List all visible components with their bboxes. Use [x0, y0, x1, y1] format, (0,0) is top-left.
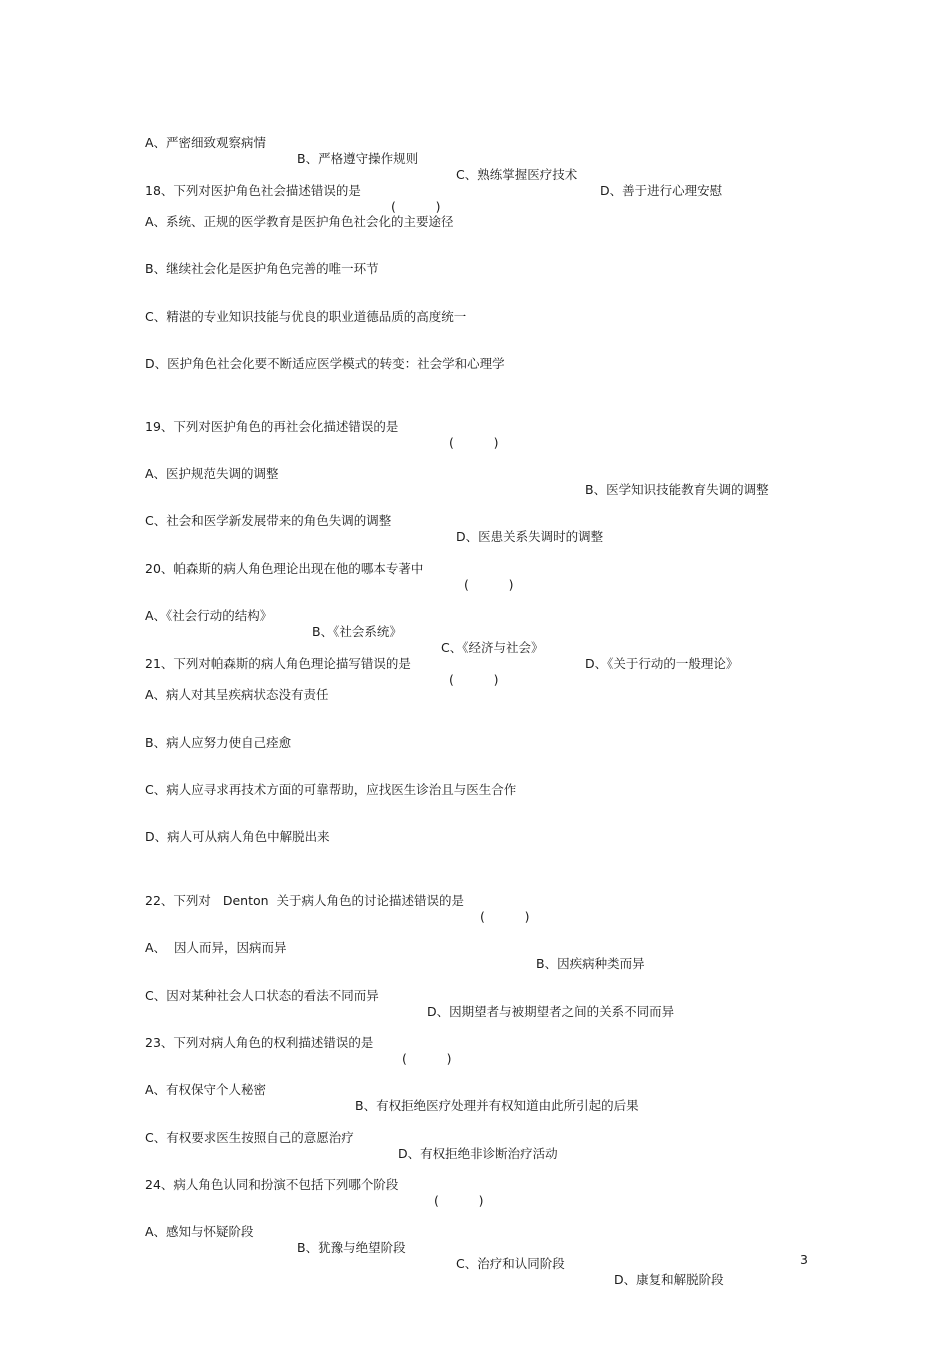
answer-blank: ( ): [480, 909, 530, 924]
question-text: 19、下列对医护角色的再社会化描述错误的是: [145, 419, 399, 434]
option-b: B、有权拒绝医疗处理并有权知道由此所引起的后果: [355, 1098, 639, 1113]
option-d: D、善于进行心理安慰: [600, 183, 723, 198]
option-d: D、《关于行动的一般理论》: [585, 656, 739, 671]
question-21-option-b: B、病人应努力使自己痊愈: [145, 735, 292, 750]
question-24-options: [145, 1208, 724, 1304]
question-text: 22、下列对 Denton 关于病人角色的讨论描述错误的是: [145, 893, 464, 908]
question-text: 23、下列对病人角色的权利描述错误的是: [145, 1035, 374, 1050]
question-18-option-a: A、系统、正规的医学教育是医护角色社会化的主要途径: [145, 214, 454, 229]
option-b: B、《社会系统》: [312, 624, 402, 639]
option-c: C、有权要求医生按照自己的意愿治疗: [145, 1130, 354, 1145]
question-18-option-d: D、医护角色社会化要不断适应医学模式的转变：社会学和心理学: [145, 356, 505, 371]
option-b: B、严格遵守操作规则: [297, 151, 419, 166]
question-text: 21、下列对帕森斯的病人角色理论描写错误的是: [145, 656, 411, 671]
option-d: D、康复和解脱阶段: [614, 1272, 724, 1287]
option-d: D、医患关系失调时的调整: [456, 529, 604, 544]
option-a: A、医护规范失调的调整: [145, 466, 279, 481]
option-c: C、因对某种社会人口状态的看法不同而异: [145, 988, 379, 1003]
option-a: A、严密细致观察病情: [145, 135, 267, 150]
answer-blank: ( ): [449, 435, 499, 450]
question-21-option-a: A、病人对其呈疾病状态没有责任: [145, 687, 329, 702]
question-text: 24、病人角色认同和扮演不包括下列哪个阶段: [145, 1177, 399, 1192]
option-a: A、感知与怀疑阶段: [145, 1224, 254, 1239]
question-21-option-c: C、病人应寻求再技术方面的可靠帮助，应找医生诊治且与医生合作: [145, 782, 517, 797]
answer-blank: ( ): [391, 199, 441, 214]
page-number: 3: [800, 1252, 808, 1267]
option-c: C、社会和医学新发展带来的角色失调的调整: [145, 513, 392, 528]
option-a: A、《社会行动的结构》: [145, 608, 273, 623]
question-18-option-c: C、精湛的专业知识技能与优良的职业道德品质的高度统一: [145, 309, 467, 324]
option-d: D、有权拒绝非诊断治疗活动: [398, 1146, 558, 1161]
option-d: D、因期望者与被期望者之间的关系不同而异: [427, 1004, 675, 1019]
option-a: A、有权保守个人秘密: [145, 1082, 267, 1097]
option-b: B、医学知识技能教育失调的调整: [585, 482, 769, 497]
answer-blank: ( ): [449, 672, 499, 687]
option-a: A、 因人而异，因病而异: [145, 940, 287, 955]
answer-blank: ( ): [402, 1051, 452, 1066]
answer-blank: ( ): [434, 1193, 484, 1208]
option-b: B、犹豫与绝望阶段: [297, 1240, 406, 1255]
option-c: C、《经济与社会》: [441, 640, 544, 655]
question-text: 20、帕森斯的病人角色理论出现在他的哪本专著中: [145, 561, 424, 576]
question-21-option-d: D、病人可从病人角色中解脱出来: [145, 829, 330, 844]
question-18-option-b: B、继续社会化是医护角色完善的唯一环节: [145, 261, 379, 276]
option-c: C、治疗和认同阶段: [456, 1256, 565, 1271]
option-b: B、因疾病种类而异: [536, 956, 645, 971]
question-text: 18、下列对医护角色社会描述错误的是: [145, 183, 361, 198]
answer-blank: ( ): [464, 577, 514, 592]
option-c: C、熟练掌握医疗技术: [456, 167, 578, 182]
